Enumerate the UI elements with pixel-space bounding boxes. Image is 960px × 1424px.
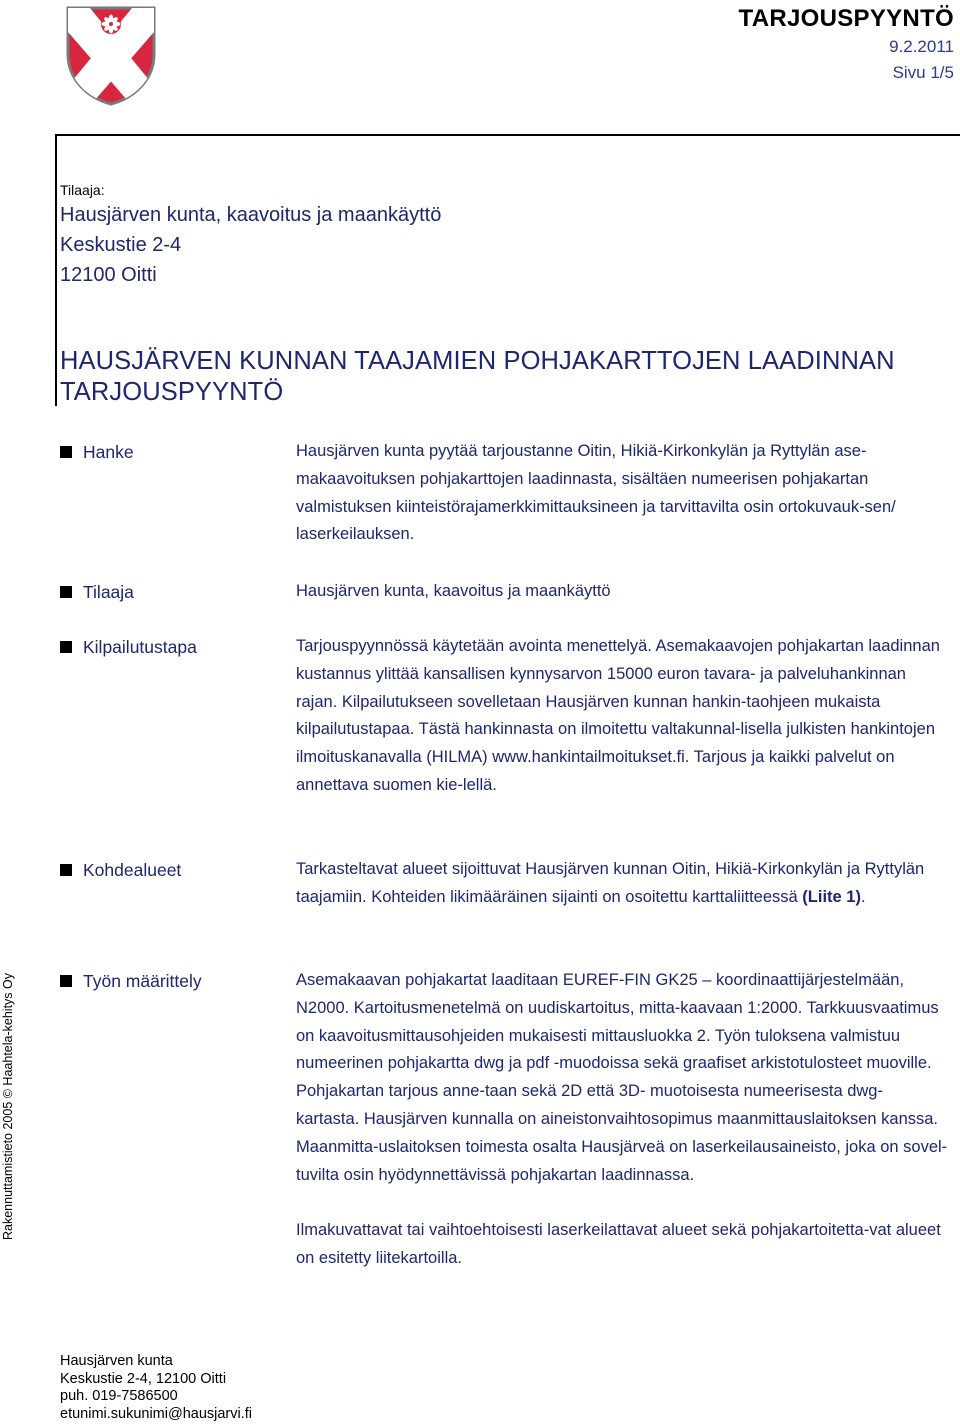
section-body [296,633,948,800]
footer-phone: puh. 019-7586500 [60,1388,178,1404]
section-paragraph: Tarjouspyynnössä käytetään avointa menettelyä. Asemakaavojen pohjakartan laadinnan kustannus ylittää kansallisen kynnysarvon 15000 euron tavara- ja palveluhankinnan rajan. Kilpailutukseen sovelletaan Hausjärven kunnan hankin-taohjeen mukaista kilpailutustapaa. Tästä hankinnasta on ilmoitettu valtakunnal-lisella julkisten hankintojen ilmoituskanavalla (HILMA) www.hankintailmoitukset.fi. Tarjous ja kaikki palvelut on annettava suomen kie-lellä. [296,637,940,794]
client-postal: 12100 Oitti [60,264,157,286]
section-paragraph: Hausjärven kunta, kaavoitus ja maankäyttö [296,582,611,600]
section-body [296,438,948,549]
copyright-side-note: Rakennuttamistieto 2005 © Haahtela-kehitys Oy [1,973,15,1240]
section-label: Työn määrittely [83,971,202,991]
section-label: Kohdealueet [83,860,182,880]
footer-address: Keskustie 2-4, 12100 Oitti [60,1370,227,1387]
frame-top-line [55,134,960,136]
section-label: Tilaaja [83,582,134,602]
page-title-line-2: TARJOUSPYYNTÖ [60,378,284,406]
bullet-square-icon [60,975,72,987]
footer-contact [60,1353,252,1423]
section-text: Tarkasteltavat alueet sijoittuvat Hausjärven kunnan Oitin, Hikiä-Kirkonkylän ja Ryttylän taajamiin. Kohteiden likimääräinen sijainti on osoitettu karttaliitteessä [296,860,925,906]
document-date: 9.2.2011 [889,37,954,56]
bullet-square-icon [60,864,72,876]
bullet-square-icon [60,586,72,598]
footer-email: etunimi.sukunimi@hausjarvi.fi [60,1405,253,1422]
section-body [296,967,948,1273]
bullet-square-icon [60,446,72,458]
section-paragraph [296,856,948,912]
footer-organization: Hausjärven kunta [60,1353,173,1369]
client-label: Tilaaja: [60,182,105,198]
page-title [60,346,956,408]
attachment-reference: (Liite 1) [802,887,861,906]
client-name: Hausjärven kunta, kaavoitus ja maankäyttö [60,204,442,226]
page-title-line-1: HAUSJÄRVEN KUNNAN TAAJAMIEN POHJAKARTTOJEN LAADINNAN [60,347,895,375]
document-header [739,4,954,86]
client-street: Keskustie 2-4 [60,234,182,256]
section-label: Kilpailutustapa [83,637,197,657]
page-number: Sivu 1/5 [892,63,954,82]
client-block [60,180,441,290]
sentence-end: . [860,887,866,906]
section-body [296,578,948,606]
section-paragraph: Hausjärven kunta pyytää tarjoustanne Oitin, Hikiä-Kirkonkylän ja Ryttylän ase-makaavoituksen pohjakarttojen laadinnasta, sisältäen numeerisen pohjakartan valmistuksen kiinteistörajamerkkimittauksineen ja tarvittavilta osin ortokuvauk-sen/ laserkeilauksen. [296,442,896,544]
section-paragraph: Ilmakuvattavat tai vaihtoehtoisesti laserkeilattavat alueet sekä pohjakartoitetta-vat alueet on esitetty liitekartoilla. [296,1221,941,1267]
section-label: Hanke [83,442,134,462]
document-type: TARJOUSPYYNTÖ [738,5,954,32]
coat-of-arms-logo [62,2,160,108]
section-paragraph: Asemakaavan pohjakartat laaditaan EUREF-FIN GK25 – koordinaattijärjestelmään, N2000. Kartoitusmenetelmä on uudiskartoitus, mitta-kaavaan 1:2000. Tarkkuusvaatimus on kaavoitusmittausohjeiden mukaisesti mittausluokka 2. Työn tuloksena valmistuu numeerinen pohjakartta dwg ja pdf -muodoissa sekä graafiset arkistotulosteet muoville. Pohjakartan tarjous anne-taan sekä 2D että 3D- muotoisesta numeerisesta dwg- kartasta. Hausjärven kunnalla on aineistonvaihtosopimus maanmittauslaitoksen kanssa. Maanmitta-uslaitoksen toimesta osalta Hausjärveä on laserkeilausaineisto, joka on sovel-tuvilta osin hyödynnettävissä pohjakartan laadinnassa. [296,971,948,1184]
frame-left-line [55,134,57,406]
bullet-square-icon [60,641,72,653]
section-body [296,856,948,912]
